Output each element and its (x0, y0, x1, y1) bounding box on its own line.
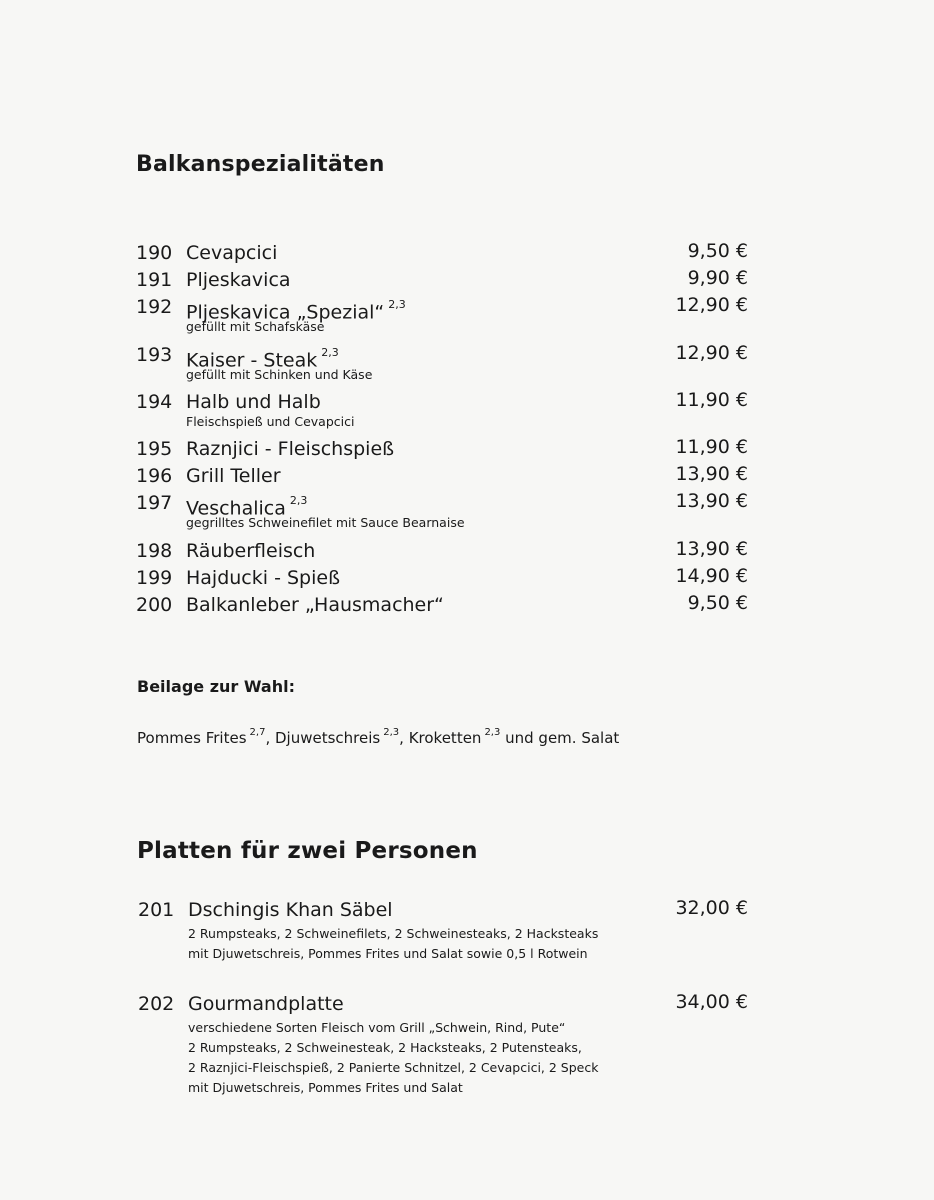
separator: , (399, 729, 404, 747)
beilage-option (505, 729, 619, 747)
beilage-option-text: Kroketten (408, 729, 482, 747)
item-name-text: Cevapcici (186, 242, 278, 264)
menu-item (136, 565, 748, 592)
item-name (186, 490, 307, 522)
item-name (186, 565, 340, 592)
item-price: 12,90 € (675, 342, 748, 364)
item-name (186, 294, 406, 326)
item-price: 14,90 € (675, 565, 748, 587)
item-description: Fleischspieß und Cevapcici (186, 414, 355, 429)
item-description-line: verschiedene Sorten Fleisch vom Grill „Schwein, Rind, Pute“ (188, 1020, 566, 1035)
item-description-line: mit Djuwetschreis, Pommes Frites und Salat (188, 1080, 463, 1095)
menu-item (136, 267, 748, 294)
separator: , (265, 729, 271, 747)
item-price: 13,90 € (675, 490, 748, 512)
item-number: 201 (138, 899, 175, 921)
item-number: 197 (136, 492, 173, 514)
beilage-option (409, 729, 501, 747)
item-number: 191 (136, 269, 173, 291)
beilage-options (137, 729, 619, 747)
item-number: 192 (136, 296, 173, 318)
item-number: 202 (138, 993, 175, 1015)
menu-item (136, 342, 748, 384)
menu-item (136, 294, 748, 336)
item-description: gefüllt mit Schinken und Käse (186, 367, 373, 382)
beilage-option (275, 729, 404, 747)
item-name-text: Veschalica (186, 497, 286, 520)
item-number: 194 (136, 391, 173, 413)
allergen-note: 2,3 (383, 727, 400, 738)
item-name (186, 342, 339, 374)
item-number: 198 (136, 540, 173, 562)
beilage-option-text: Djuwetschreis (275, 729, 381, 747)
item-number: 200 (136, 594, 173, 616)
menu-item (136, 592, 748, 619)
platter-item (138, 897, 748, 964)
item-name-text: Kaiser - Steak (186, 349, 318, 372)
allergen-note: 2,7 (249, 727, 266, 738)
menu-item (136, 463, 748, 490)
item-price: 9,90 € (687, 267, 748, 289)
menu-item (136, 389, 748, 431)
item-name: Dschingis Khan Säbel (188, 899, 393, 921)
allergen-note: 2,3 (321, 346, 339, 359)
item-price: 9,50 € (687, 592, 748, 614)
item-description-line: 2 Raznjici-Fleischspieß, 2 Panierte Schnitzel, 2 Cevapcici, 2 Speck (188, 1060, 599, 1075)
item-name (186, 389, 321, 416)
section-title-platten: Platten für zwei Personen (137, 838, 478, 864)
item-number: 195 (136, 438, 173, 460)
item-name-text: Räuberfleisch (186, 540, 316, 562)
menu-item (136, 490, 748, 532)
item-name-text: Pljeskavica „Spezial“ (186, 301, 385, 324)
menu-item (136, 436, 748, 463)
item-name (186, 538, 315, 565)
item-name (186, 240, 277, 267)
item-name (186, 463, 281, 490)
item-name-text: Pljeskavica (186, 269, 291, 291)
beilage-option (137, 729, 270, 747)
item-name (186, 592, 444, 619)
beilage-option-text: Pommes Frites (137, 729, 247, 747)
menu-item (136, 538, 748, 565)
item-name-text: Hajducki - Spieß (186, 567, 341, 589)
item-price: 13,90 € (675, 463, 748, 485)
item-name-text: Balkanleber „Hausmacher“ (186, 594, 444, 616)
allergen-note: 2,3 (484, 727, 501, 738)
item-number: 196 (136, 465, 173, 487)
item-price: 9,50 € (687, 240, 748, 262)
item-price: 11,90 € (675, 436, 748, 458)
platter-item (138, 991, 748, 1098)
item-name (186, 267, 291, 294)
item-price: 32,00 € (675, 897, 748, 919)
item-number: 190 (136, 242, 173, 264)
section-title-balkan: Balkanspezialitäten (136, 152, 385, 177)
item-price: 13,90 € (675, 538, 748, 560)
item-name-text: Raznjici - Fleischspieß (186, 438, 395, 460)
item-price: 12,90 € (675, 294, 748, 316)
item-name-text: Halb und Halb (186, 391, 321, 413)
item-price: 34,00 € (675, 991, 748, 1013)
menu-item (136, 240, 748, 267)
item-number: 199 (136, 567, 173, 589)
item-description-line: 2 Rumpsteaks, 2 Schweinefilets, 2 Schweinesteaks, 2 Hacksteaks (188, 926, 599, 941)
item-name: Gourmandplatte (188, 993, 344, 1015)
item-description: gegrilltes Schweinefilet mit Sauce Bearnaise (186, 515, 465, 530)
item-name (186, 436, 394, 463)
allergen-note: 2,3 (289, 494, 308, 507)
beilage-title: Beilage zur Wahl: (137, 677, 295, 696)
item-description-line: mit Djuwetschreis, Pommes Frites und Salat sowie 0,5 l Rotwein (188, 946, 588, 961)
item-number: 193 (136, 344, 173, 366)
item-price: 11,90 € (675, 389, 748, 411)
item-name-text: Grill Teller (186, 465, 281, 487)
item-description: gefüllt mit Schafskäse (186, 319, 325, 334)
allergen-note: 2,3 (388, 298, 406, 311)
beilage-option-text: und gem. Salat (505, 729, 620, 747)
item-description-line: 2 Rumpsteaks, 2 Schweinesteak, 2 Hacksteaks, 2 Putensteaks, (188, 1040, 582, 1055)
